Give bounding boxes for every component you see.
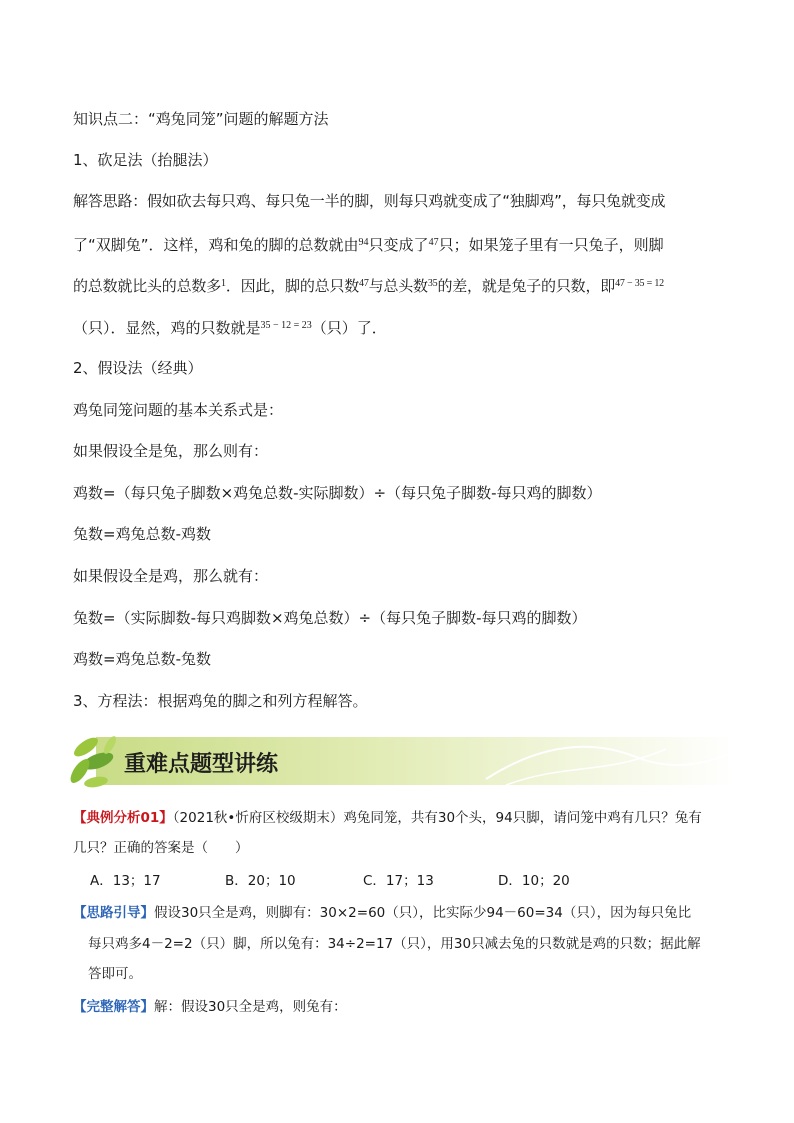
- method1-line2: 了“双脚兔”．这样，鸡和兔的脚的总数就由$^{94}$只变成了$^{47}$只；如果笼子里有一只兔子，则脚: [73, 236, 664, 254]
- method2-line7: 鸡数=鸡兔总数-兔数: [73, 650, 211, 668]
- banner-title: 重难点题型讲练: [124, 752, 279, 777]
- method1-heading: 1、砍足法（抬腿法）: [73, 151, 218, 169]
- section-banner: [66, 727, 736, 797]
- option-d: D．10；20: [498, 873, 570, 889]
- method2-line6: 兔数=（实际脚数-每只鸡脚数×鸡兔总数）÷（每只兔子脚数-每只鸡的脚数）: [73, 609, 587, 627]
- method2-line2: 如果假设全是兔，那么则有：: [73, 442, 269, 460]
- method1-line1: 解答思路：假如砍去每只鸡、每只兔一半的脚，则每只鸡就变成了“独脚鸡”，每只兔就变成: [73, 192, 666, 210]
- method1-line4: （只）．显然，鸡的只数就是$^{35 - 12 = 23}$（只）了．: [73, 319, 387, 337]
- method2-line3: 鸡数=（每只兔子脚数×鸡兔总数-实际脚数）÷（每只兔子脚数-每只鸡的脚数）: [73, 484, 602, 502]
- example-question-line1: 【典例分析01】（2021秋•忻府区校级期末）鸡兔同笼，共有30个头，94只脚，请问笼中鸡有几只？兔有: [73, 810, 702, 826]
- method2-line1: 鸡兔同笼问题的基本关系式是：: [73, 401, 284, 419]
- option-c: C．17；13: [363, 873, 434, 889]
- method2-line4: 兔数=鸡兔总数-鸡数: [73, 525, 211, 543]
- example-question-line2: 几只？正确的答案是（ ）: [73, 840, 249, 856]
- method2-heading: 2、假设法（经典）: [73, 359, 203, 377]
- section-title: 知识点二：“鸡兔同笼”问题的解题方法: [73, 110, 329, 128]
- method1-line3: 的总数就比头的总数多$^1$．因此，脚的总只数$^{47}$与总头数$^{35}$的差，就是兔子的只数，即$^{47 - 35 = 12}$: [73, 277, 664, 295]
- hint-line1: 【思路引导】假设30只全是鸡，则脚有：30×2=60（只），比实际少94－60=34（只），因为每只兔比: [73, 905, 692, 921]
- option-a: A．13；17: [90, 873, 161, 889]
- hint-line2: 每只鸡多4－2=2（只）脚，所以兔有：34÷2=17（只），用30只减去兔的只数就是鸡的只数；据此解: [88, 936, 701, 952]
- option-b: B．20；10: [225, 873, 296, 889]
- method2-line5: 如果假设全是鸡，那么就有：: [73, 567, 269, 585]
- hint-line3: 答即可。: [88, 966, 142, 982]
- solution-line1: 【完整解答】解：假设30只全是鸡，则兔有：: [73, 999, 347, 1015]
- method3-heading: 3、方程法：根据鸡兔的脚之和列方程解答。: [73, 692, 368, 710]
